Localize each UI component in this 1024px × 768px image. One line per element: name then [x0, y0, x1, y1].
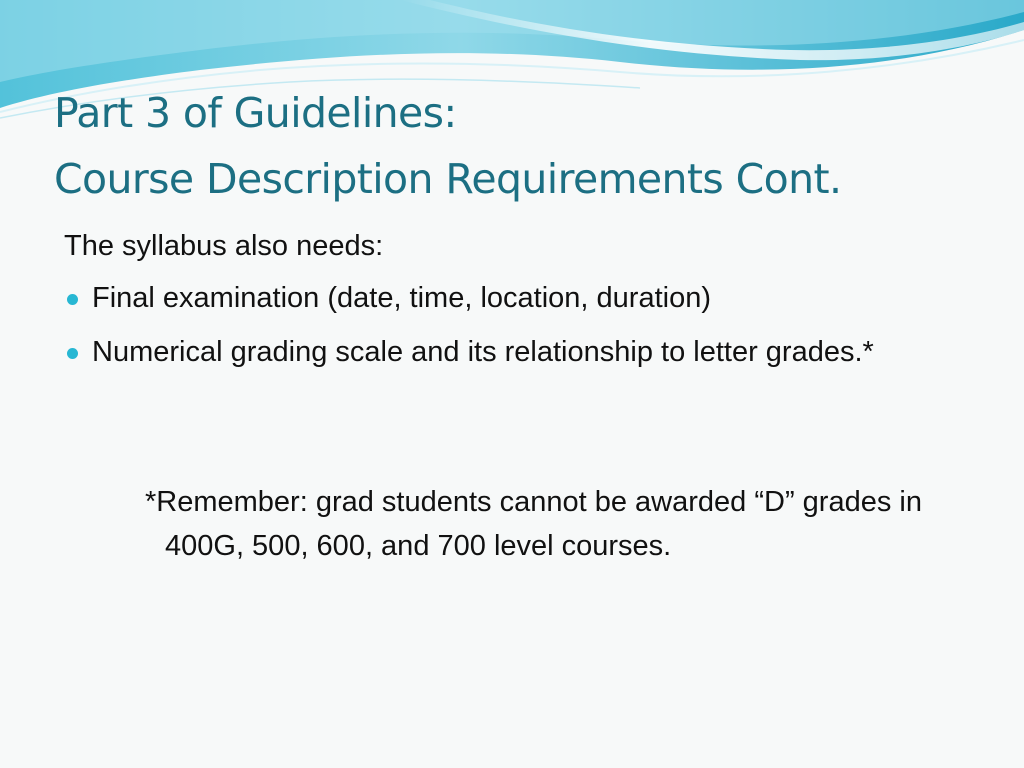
- list-item: [64, 276, 964, 320]
- bullet-icon: [67, 348, 78, 359]
- bullet-icon: [67, 294, 78, 305]
- title-line-2: Course Description Requirements Cont.: [54, 155, 842, 203]
- footnote-remember: *Remember: grad students cannot be awarded “D” grades in 400G, 500, 600, and 700 level courses.: [145, 486, 922, 562]
- list-item: [64, 330, 964, 374]
- intro-text: The syllabus also needs:: [64, 230, 384, 262]
- bullet-text: Final examination (date, time, location, duration): [92, 282, 711, 314]
- title-line-1: Part 3 of Guidelines:: [54, 89, 457, 137]
- slide-title: [54, 80, 1004, 212]
- bullet-text: Numerical grading scale and its relationship to letter grades.*: [92, 336, 874, 368]
- bullet-list: [64, 276, 964, 384]
